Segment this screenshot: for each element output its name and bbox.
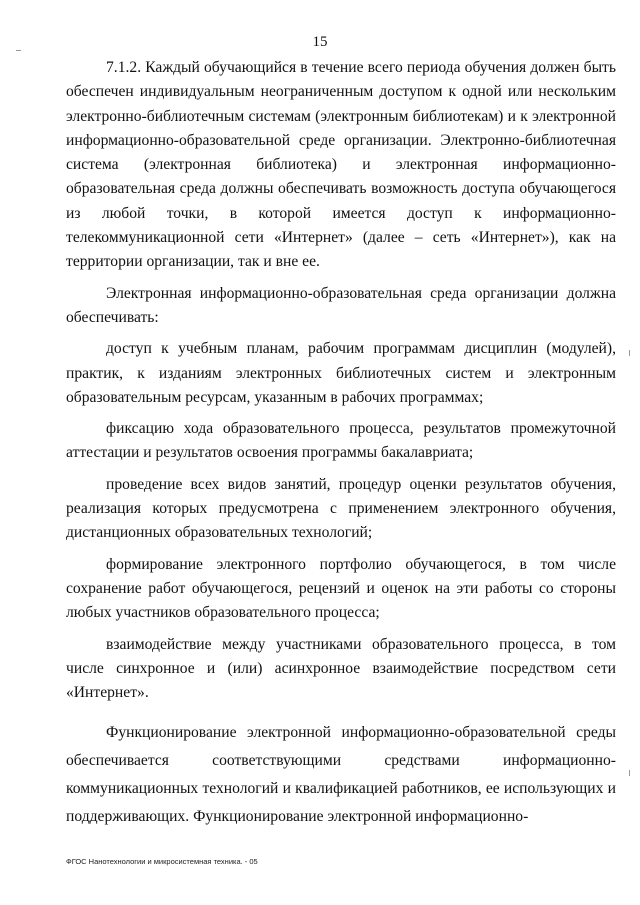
list-item-recording: фиксацию хода образовательного процесса, результатов промежуточной аттестации и результатов освоения программы бакалавриата; xyxy=(66,420,616,462)
list-item-classes: проведение всех видов занятий, процедур оценки результатов обучения, реализация которых предусмотрена с применением электронного обучения, дистанционных образовательных технологий; xyxy=(66,475,616,542)
list-item-interaction: взаимодействие между участниками образовательного процесса, в том числе синхронное и (или) асинхронное взаимодействие посредством сети «Интернет». xyxy=(66,635,616,702)
scan-mark xyxy=(629,350,630,356)
body-text xyxy=(66,56,616,835)
list-item-access: доступ к учебным планам, рабочим программам дисциплин (модулей), практик, к изданиям электронных библиотечных систем и электронным образовательным ресурсам, указанным в рабочих программах; xyxy=(66,340,616,406)
list-item-portfolio: формирование электронного портфолио обучающегося, в том числе сохранение работ обучающегося, рецензий и оценок на эти работы со стороны любых участников образовательного процесса; xyxy=(66,555,616,622)
scan-mark xyxy=(629,770,630,776)
page-footer: ФГОС Нанотехнологии и микросистемная техника. - 05 xyxy=(66,857,258,866)
page-number: 15 xyxy=(312,34,328,50)
paragraph-7-1-2: 7.1.2. Каждый обучающийся в течение всего периода обучения должен быть обеспечен индивидуальным неограниченным доступом к одной или нескольким электронно-библиотечным системам (электронным библиотекам) и к электронной информационно-образовательной среде организации. Электронно-библиотечная система (электронная библиотека) и электронная информационно-образовательная среда должны обеспечивать возможность доступа обучающегося из любой точки, в которой имеется доступ к информационно-телекоммуникационной сети «Интернет» (далее – сеть «Интернет»), как на территории организации, так и вне ее. xyxy=(66,59,616,271)
paragraph-functioning: Функционирование электронной информационно-образовательной среды обеспечивается соответствующими средствами информационно-коммуникационных технологий и квалификацией работников, ее использующих и поддерживающих. Функционирование электронной информационно- xyxy=(66,724,616,826)
paragraph-environment-intro: Электронная информационно-образовательная среда организации должна обеспечивать: xyxy=(66,284,616,326)
